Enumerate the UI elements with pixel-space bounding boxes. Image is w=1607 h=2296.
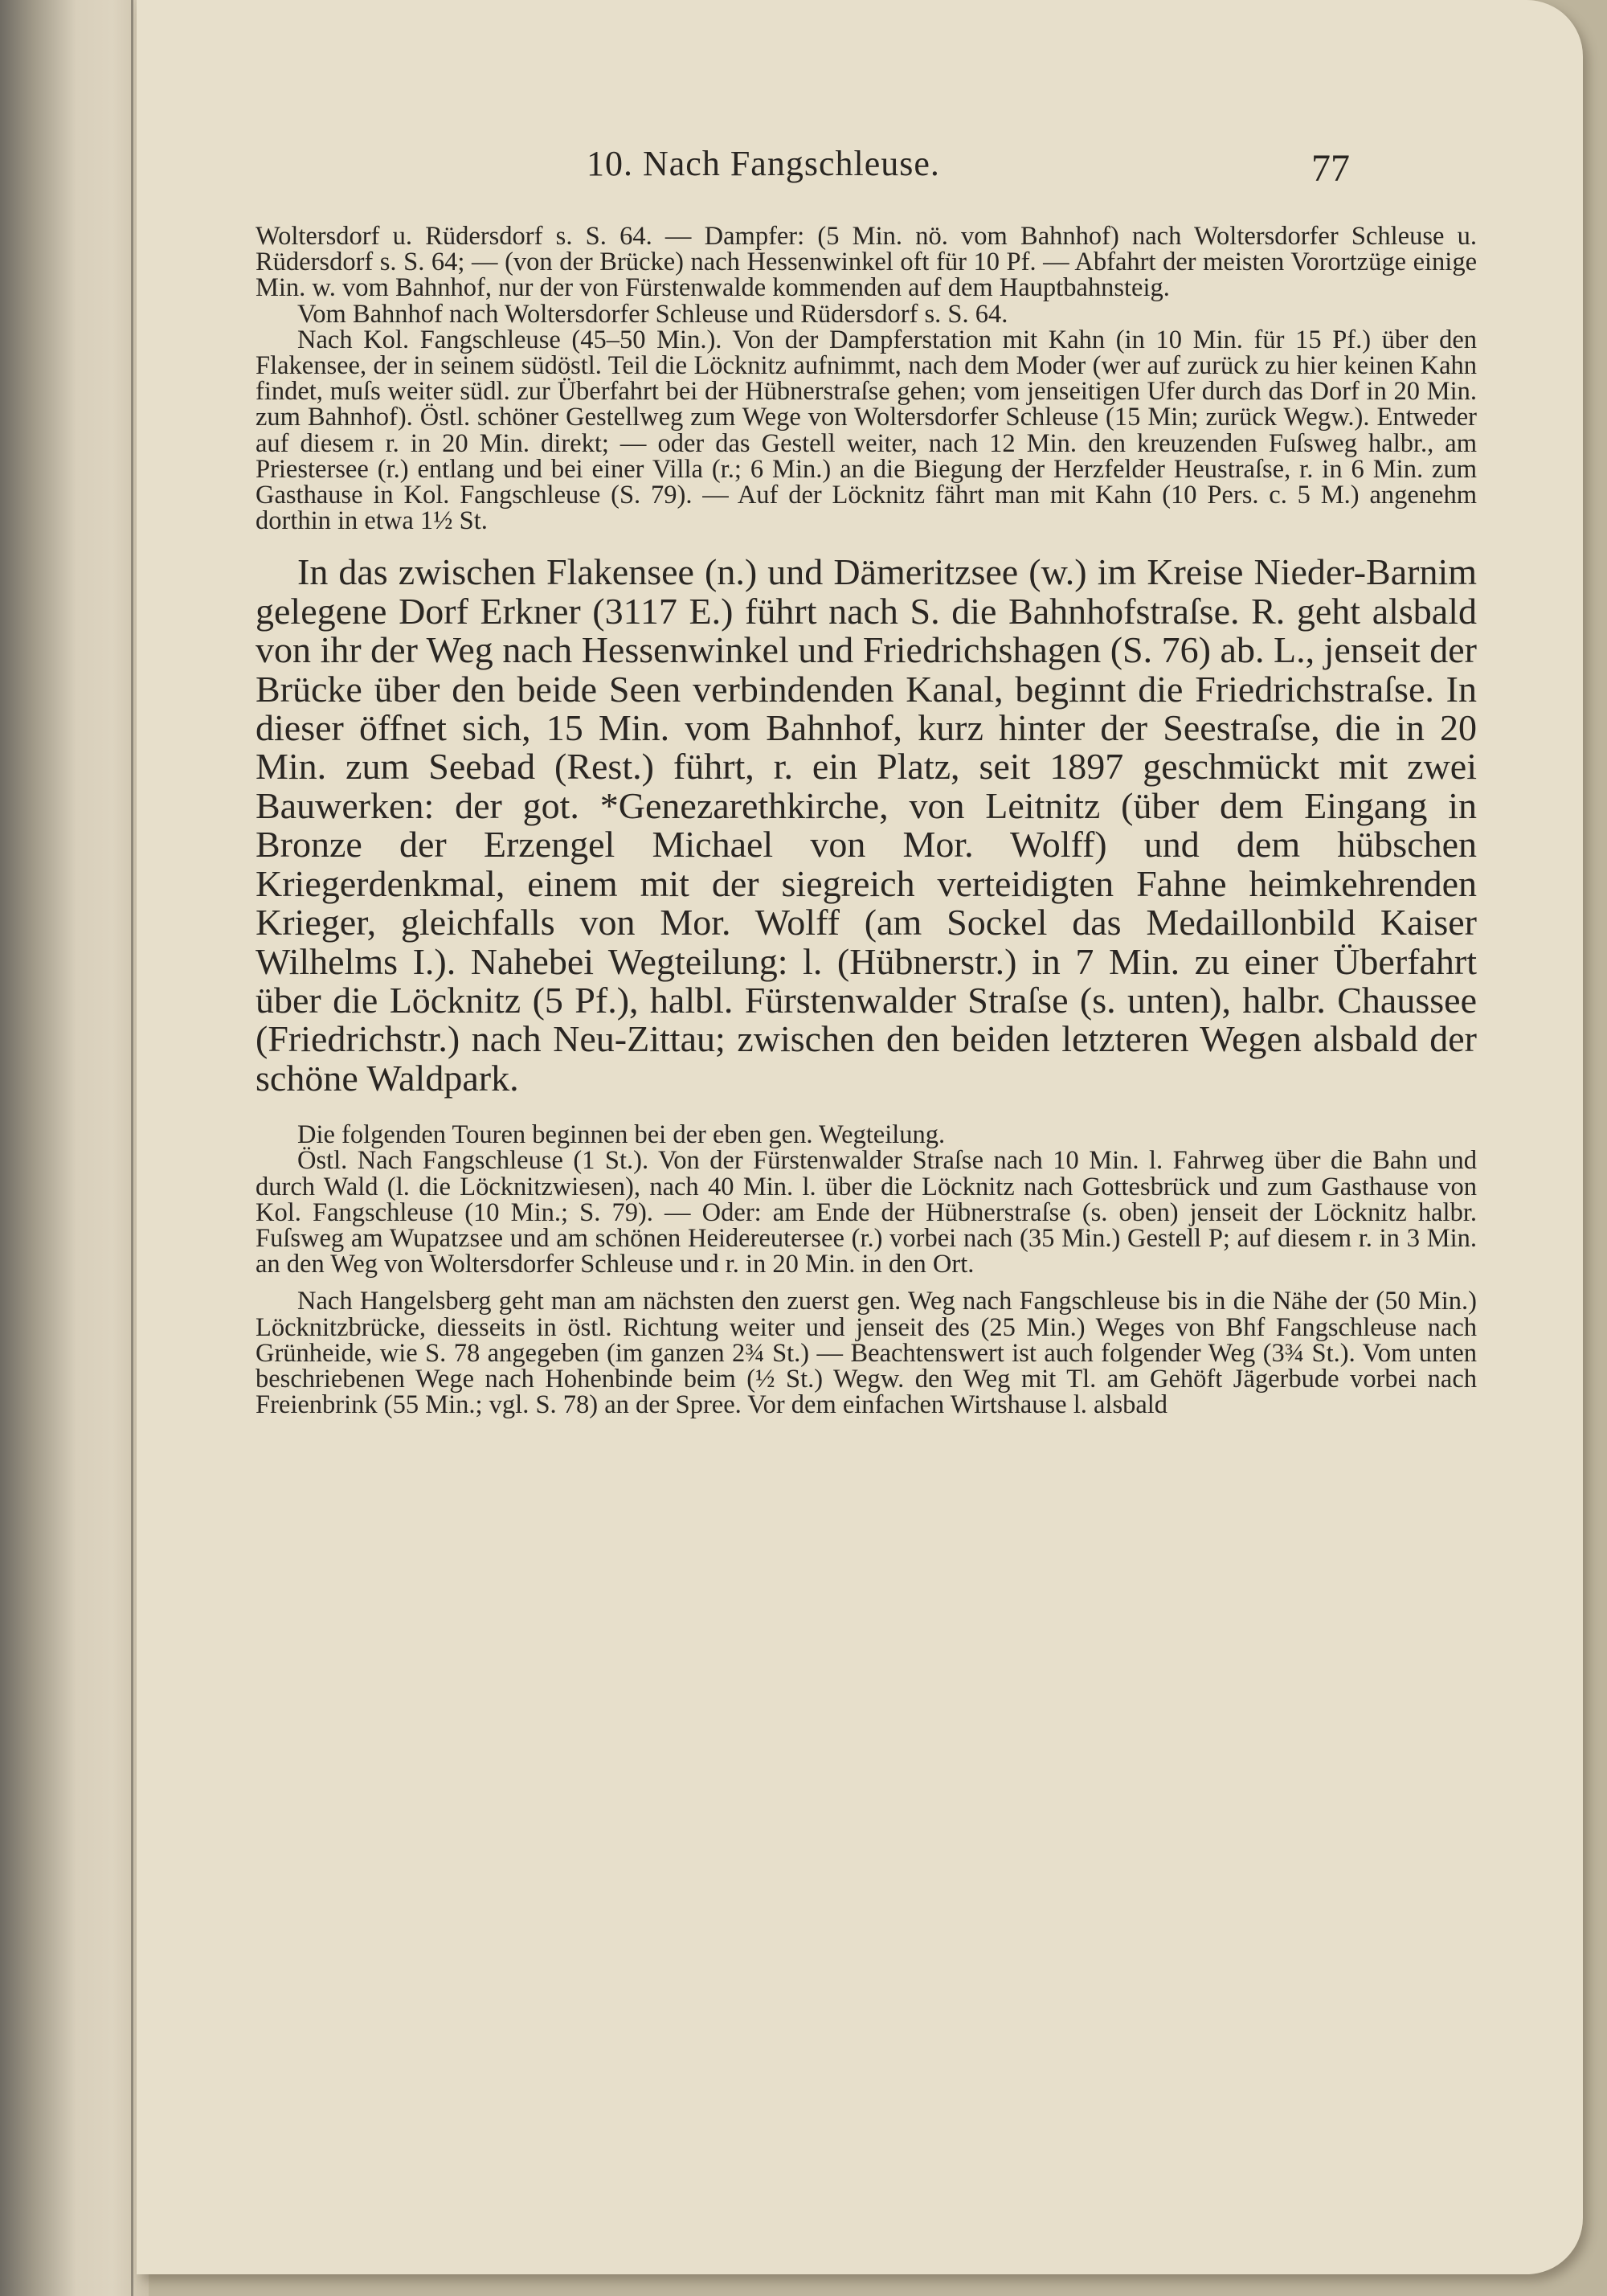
page-number: 77 [1311, 147, 1350, 190]
paragraph-nach-kol-fangschleuse: Nach Kol. Fangschleuse (45–50 Min.). Von der Dampferstation mit Kahn (in 10 Min. für 15 Pf.) über den Flakensee, der in seinem südöstl. Teil die Löcknitz aufnimmt, nach dem Moder (wer auf zurück zu hier keinen Kahn findet, muſs weiter südl. zur Überfahrt bei der Hübnerstraſse gehen; vom jenseitigen Ufer durch das Dorf in 20 Min. zum Bahnhof). Östl. schöner Gestellweg zum Wege von Woltersdorfer Schleuse (15 Min; zurück Wegw.). Entweder auf diesem r. in 20 Min. direkt; — oder das Gestell weiter, nach 12 Min. den kreuzenden Fuſsweg halbr., am Priestersee (r.) entlang und bei einer Villa (r.; 6 Min.) an die Biegung der Herzfelder Heustraſse, r. in 6 Min. zum Gasthause in Kol. Fangschleuse (S. 79). — Auf der Löcknitz fährt man mit Kahn (10 Pers. c. 5 M.) angenehm dorthin in etwa 1½ St. [256, 325, 1477, 536]
book-page [137, 0, 1583, 2274]
paragraph-vom-bahnhof: Vom Bahnhof nach Woltersdorfer Schleuse und Rüdersdorf s. S. 64. [297, 299, 1008, 329]
paragraph-woltersdorf-dampfer: Woltersdorf u. Rüdersdorf s. S. 64. — Dampfer: (5 Min. nö. vom Bahnhof) nach Woltersdorfer Schleuse u. Rüdersdorf s. S. 64; — (von der Brücke) nach Hessenwinkel oft für 10 Pf. — Abfahrt der meisten Vorortzüge einige Min. w. vom Bahnhof, nur der von Fürstenwalde kommenden auf dem Hauptbahnsteig. [256, 222, 1477, 303]
paragraph-erkner: In das zwischen Flakensee (n.) und Dämeritzsee (w.) im Kreise Nieder-Barnim gelegene Dorf Erkner (3117 E.) führt nach S. die Bahnhofstraſse. R. geht alsbald von ihr der Weg nach Hessenwinkel und Friedrichshagen (S. 76) ab. L., jenseit der Brücke über den beide Seen verbindenden Kanal, beginnt die Friedrichstraſse. In dieser öffnet sich, 15 Min. vom Bahnhof, kurz hinter der Seestraſse, die in 20 Min. zum Seebad (Rest.) führt, r. ein Platz, seit 1897 geschmückt mit zwei Bauwerken: der got. *Genezarethkirche, von Leitnitz (über dem Eingang in Bronze der Erzengel Michael von Mor. Wolff) und dem hübschen Kriegerdenkmal, einem mit der siegreich verteidigten Fahne heimkehrenden Krieger, gleichfalls von Mor. Wolff (am Sockel das Medaillonbild Kaiser Wilhelms I.). Nahebei Wegteilung: l. (Hübnerstr.) in 7 Min. zu einer Überfahrt über die Löcknitz (5 Pf.), halbl. Fürstenwalder Straſse (s. unten), halbr. Chaussee (Friedrichstr.) nach Neu-Zittau; zwischen den beiden letzteren Wegen alsbald der schöne Waldpark. [256, 551, 1477, 1099]
page-header [137, 143, 1583, 207]
paragraph-folgende-touren: Die folgenden Touren beginnen bei der eben gen. Wegteilung. [297, 1120, 946, 1150]
spine-shadow [131, 0, 133, 2296]
running-head: 10. Nach Fangschleuse. [587, 144, 940, 183]
page-body [256, 223, 1477, 1418]
paragraph-hangelsberg: Nach Hangelsberg geht man am nächsten den zuerst gen. Weg nach Fangschleuse bis in die Nähe der (50 Min.) Löcknitzbrücke, diesseits in östl. Richtung weiter und jenseit des (25 Min.) Weges von Bhf Fangschleuse nach Grünheide, wie S. 78 angegeben (im ganzen 2¾ St.) — Beachtenswert ist auch folgender Weg (3¾ St.). Vom unten beschriebenen Wege nach Hohenbinde beim (½ St.) Wegw. den Weg mit Tl. am Gehöft Jägerbude vorbei nach Freienbrink (55 Min.; vgl. S. 78) an der Spree. Vor dem einfachen Wirtshause l. alsbald [256, 1287, 1477, 1420]
paragraph-oestl-fangschleuse: Östl. Nach Fangschleuse (1 St.). Von der Fürstenwalder Straſse nach 10 Min. l. Fahrweg über die Bahn und durch Wald (l. die Löcknitzwiesen), nach 40 Min. l. über die Löcknitz nach Gottesbrück und zum Gasthause von Kol. Fangschleuse (10 Min.; S. 79). — Oder: am Ende der Hübnerstraſse (s. oben) jenseit der Löcknitz halbr. Fuſsweg am Wupatzsee und am schönen Heidereutersee (r.) vorbei nach (35 Min.) Gestell P; auf diesem r. in 3 Min. an den Weg von Woltersdorfer Schleuse und r. in 20 Min. in den Ort. [256, 1146, 1477, 1279]
book-gutter [0, 0, 149, 2296]
